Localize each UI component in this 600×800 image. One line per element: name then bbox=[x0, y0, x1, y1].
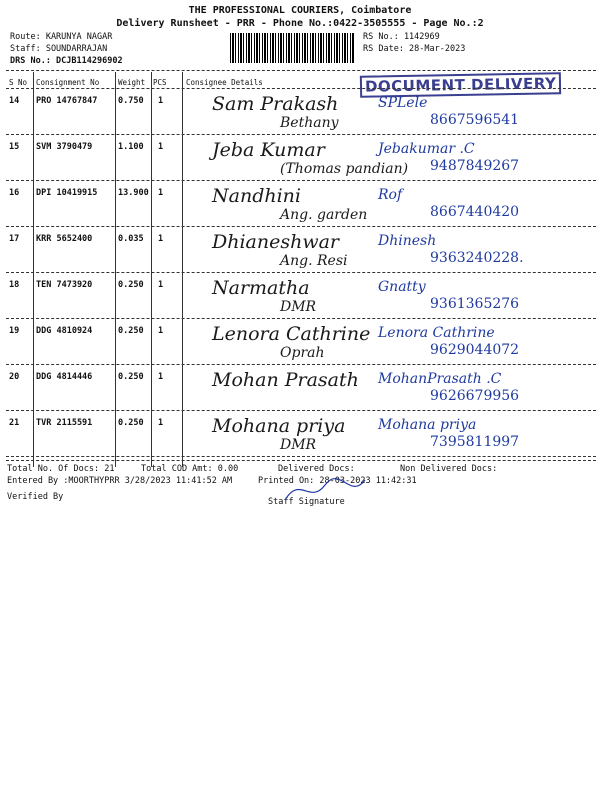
col-divider bbox=[151, 72, 152, 467]
header-top-divider bbox=[6, 70, 596, 71]
row-pcs: 1 bbox=[158, 372, 164, 382]
row-consignee-name: Narmatha bbox=[212, 277, 310, 299]
row-consignment-no: TEN 7473920 bbox=[36, 280, 93, 290]
delivered-docs: Delivered Docs: bbox=[278, 464, 355, 474]
row-weight: 1.100 bbox=[118, 142, 144, 152]
total-cod-amount: Total COD Amt: 0.00 bbox=[141, 464, 239, 474]
company-title: THE PROFESSIONAL COURIERS, Coimbatore bbox=[188, 5, 412, 16]
row-sno: 15 bbox=[9, 142, 20, 152]
staff-label: Staff: SOUNDARRAJAN bbox=[10, 44, 108, 54]
row-consignment-no: KRR 5652400 bbox=[36, 234, 93, 244]
row-pcs: 1 bbox=[158, 418, 164, 428]
row-consignment-no: SVM 3790479 bbox=[36, 142, 93, 152]
barcode-image bbox=[230, 33, 355, 63]
header-bottom-divider bbox=[6, 88, 596, 89]
row-phone: 7395811997 bbox=[430, 434, 520, 450]
row-divider bbox=[6, 180, 596, 181]
row-signature: SPLele bbox=[378, 95, 428, 111]
row-phone: 9629044072 bbox=[430, 342, 520, 358]
row-phone: 8667440420 bbox=[430, 204, 520, 220]
verified-by: Verified By bbox=[7, 492, 64, 502]
row-weight: 0.250 bbox=[118, 418, 144, 428]
row-consignee-name: Nandhini bbox=[212, 185, 301, 207]
row-consignee-address: Ang. Resi bbox=[280, 253, 348, 269]
row-consignment-no: DPI 10419915 bbox=[36, 188, 98, 198]
row-sno: 19 bbox=[9, 326, 20, 336]
row-weight: 0.250 bbox=[118, 372, 144, 382]
row-consignee-name: Jeba Kumar bbox=[212, 139, 325, 161]
drs-number: DRS No.: DCJB114296902 bbox=[10, 56, 123, 66]
printed-on: Printed On: 28-03-2023 11:42:31 bbox=[258, 476, 417, 486]
staff-signature-scribble bbox=[280, 470, 370, 510]
runsheet-subtitle: Delivery Runsheet - PRR - Phone No.:0422-3505555 - Page No.:2 bbox=[116, 18, 484, 29]
row-phone: 9363240228. bbox=[430, 250, 524, 266]
non-delivered-docs: Non Delivered Docs: bbox=[400, 464, 498, 474]
col-divider bbox=[33, 72, 34, 467]
document-delivery-stamp: DOCUMENT DELIVERY bbox=[360, 72, 562, 98]
col-pcs: PCS bbox=[153, 78, 167, 87]
row-signature: Rof bbox=[378, 187, 403, 203]
row-phone: 9487849267 bbox=[430, 158, 520, 174]
row-weight: 0.035 bbox=[118, 234, 144, 244]
row-consignee-address: Oprah bbox=[280, 345, 325, 361]
col-consignment: Consignment No bbox=[36, 78, 100, 87]
row-consignee-address: DMR bbox=[280, 437, 317, 453]
rs-number: RS No.: 1142969 bbox=[363, 32, 440, 42]
row-divider bbox=[6, 318, 596, 319]
row-consignment-no: DDG 4814446 bbox=[36, 372, 93, 382]
row-signature: Jebakumar .C bbox=[378, 141, 475, 157]
row-consignment-no: TVR 2115591 bbox=[36, 418, 93, 428]
row-consignee-address: DMR bbox=[280, 299, 317, 315]
row-divider bbox=[6, 226, 596, 227]
staff-signature-label: Staff Signature bbox=[268, 497, 345, 507]
total-docs: Total No. Of Docs: 21 bbox=[7, 464, 115, 474]
row-divider bbox=[6, 456, 596, 457]
row-signature: Gnatty bbox=[378, 279, 426, 295]
row-pcs: 1 bbox=[158, 188, 164, 198]
row-consignee-name: Sam Prakash bbox=[212, 93, 339, 115]
row-weight: 0.250 bbox=[118, 280, 144, 290]
row-signature: MohanPrasath .C bbox=[378, 371, 502, 387]
row-sno: 14 bbox=[9, 96, 20, 106]
row-signature: Mohana priya bbox=[378, 417, 477, 433]
row-signature: Dhinesh bbox=[378, 233, 437, 249]
row-pcs: 1 bbox=[158, 96, 164, 106]
row-phone: 9361365276 bbox=[430, 296, 520, 312]
row-consignment-no: DDG 4810924 bbox=[36, 326, 93, 336]
row-consignment-no: PRO 14767847 bbox=[36, 96, 98, 106]
row-consignee-name: Mohana priya bbox=[212, 415, 346, 437]
row-pcs: 1 bbox=[158, 280, 164, 290]
row-pcs: 1 bbox=[158, 326, 164, 336]
row-consignee-name: Mohan Prasath bbox=[212, 369, 359, 391]
row-consignee-name: Lenora Cathrine bbox=[212, 323, 371, 345]
col-consignee-details: Consignee Details bbox=[186, 78, 263, 87]
row-signature: Lenora Cathrine bbox=[378, 325, 495, 341]
row-divider bbox=[6, 272, 596, 273]
row-pcs: 1 bbox=[158, 142, 164, 152]
row-divider bbox=[6, 364, 596, 365]
row-weight: 0.750 bbox=[118, 96, 144, 106]
row-sno: 21 bbox=[9, 418, 20, 428]
col-sno: S No bbox=[9, 78, 28, 87]
rs-date: RS Date: 28-Mar-2023 bbox=[363, 44, 466, 54]
row-consignee-address: Ang. garden bbox=[280, 207, 368, 223]
footer-divider bbox=[6, 460, 596, 461]
row-phone: 8667596541 bbox=[430, 112, 520, 128]
row-sno: 17 bbox=[9, 234, 20, 244]
row-phone: 9626679956 bbox=[430, 388, 520, 404]
row-weight: 13.900 bbox=[118, 188, 149, 198]
col-divider bbox=[182, 72, 183, 467]
row-sno: 18 bbox=[9, 280, 20, 290]
row-consignee-name: Dhianeshwar bbox=[212, 231, 340, 253]
col-divider bbox=[115, 72, 116, 467]
row-sno: 16 bbox=[9, 188, 20, 198]
row-divider bbox=[6, 134, 596, 135]
row-pcs: 1 bbox=[158, 234, 164, 244]
row-sno: 20 bbox=[9, 372, 20, 382]
route-label: Route: KARUNYA NAGAR bbox=[10, 32, 113, 42]
entered-by: Entered By :MOORTHYPRR 3/28/2023 11:41:52 AM bbox=[7, 476, 233, 486]
row-consignee-address: Bethany bbox=[280, 115, 339, 131]
col-weight: Weight bbox=[118, 78, 146, 87]
row-weight: 0.250 bbox=[118, 326, 144, 336]
row-consignee-address: (Thomas pandian) bbox=[280, 161, 409, 177]
row-divider bbox=[6, 410, 596, 411]
